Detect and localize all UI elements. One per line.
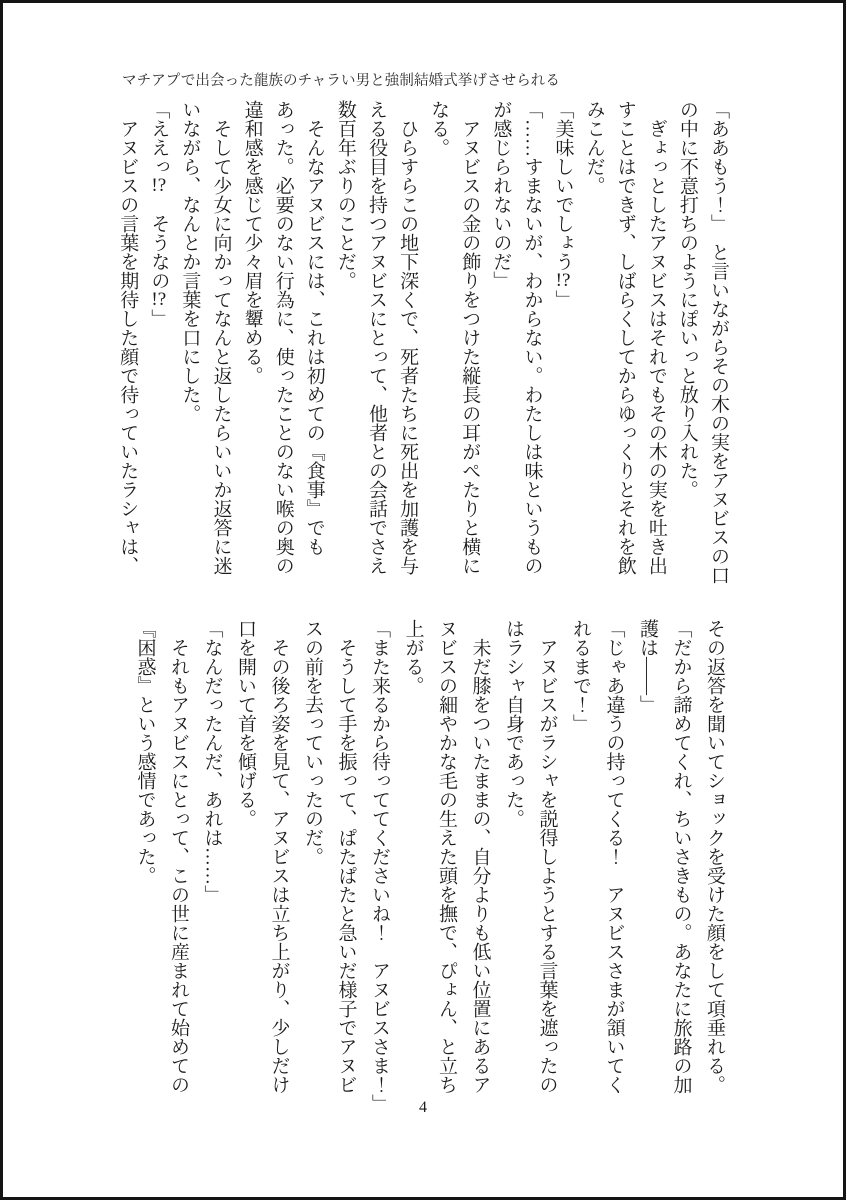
text-line: 口を開いて首を傾げる。	[235, 619, 256, 828]
text-line: いながら、なんとか言葉を口にした。	[179, 100, 201, 423]
text-line: ひらすらこの地下深くで、死者たちに死出を加護を与	[397, 100, 419, 575]
text-line: アヌビスの金の飾りをつけた縦長の耳がぺたりと横に	[459, 100, 481, 575]
text-line: スの前を去っていったのだ。	[302, 619, 323, 866]
text-line: 数百年ぶりのことだ。	[334, 100, 356, 290]
text-line: なる。	[428, 100, 450, 157]
text-line: 「……すまないが、わからない。わたしは味というもの	[521, 100, 543, 575]
text-line: ぎょっとしたアヌビスはそれでもその木の実を吐き出	[645, 100, 667, 575]
text-line: 「なんだったんだ、あれは……」	[201, 619, 223, 904]
text-line: その返答を聞いてショックを受けた顔をして項垂れる。	[704, 619, 725, 1094]
tate-chu-yoko: !?	[151, 176, 167, 195]
text-line: アヌビスの言葉を期待した顔で待っていたラシャは、	[117, 100, 139, 575]
text-line: 「ああもう！」 と言いながらその木の実をアヌビスの口	[708, 100, 729, 585]
text-line: ヌビスの細やかな毛の生えた頭を撫で、ぴょん、と立ち	[436, 619, 457, 1094]
text-line: すことはできず、しばらくしてからゆっくりとそれを飲	[614, 100, 636, 575]
text-line: あった。必要のない行為に、使ったことのない喉の奥の	[272, 100, 294, 575]
text-line: 「だから諦めてくれ、ちいさきもの。あなたに旅路の加	[670, 619, 692, 1094]
text-line: 護は――」	[637, 619, 658, 714]
text-line: アヌビスがラシャを説得しようとする言葉を遮ったの	[536, 619, 558, 1094]
text-line: 上がる。	[402, 619, 424, 695]
text-line: 「ええっ!? そうなの!?」	[148, 100, 170, 328]
text-line: そんなアヌビスには、これは初めての『食事』でも	[303, 100, 325, 556]
running-header-title: マチアプで出会った龍族のチャラい男と強制結婚式挙げさせられる	[122, 73, 560, 89]
text-line: れるまで！」	[570, 619, 591, 733]
text-line: 未だ膝をついたままの、自分よりも低い位置にあるア	[469, 619, 491, 1094]
text-line: みこんだ。	[583, 100, 605, 195]
text-block-top	[112, 100, 734, 606]
text-line: 「また来るから待っててくださいね！ アヌビスさま！」	[369, 619, 390, 1113]
text-line: その後ろ姿を見て、アヌビスは立ち上がり、少しだけ	[268, 619, 290, 1094]
text-line: 違和感を感じて少々眉を顰める。	[241, 100, 263, 385]
text-line: 『困惑』という感情であった。	[134, 619, 156, 885]
text-line: そして少女に向かってなんと返したらいいか返答に迷	[210, 100, 232, 575]
text-line: 「美味しいでしょう!?」	[552, 100, 574, 309]
tate-chu-yoko: !?	[151, 290, 167, 309]
text-block-bottom	[127, 619, 731, 1125]
text-line: そうして手を振って、ぱたぱたと急いだ様子でアヌビ	[335, 619, 357, 1094]
page-number: 4	[419, 1099, 427, 1116]
text-line: が感じられないのだ」	[490, 100, 512, 290]
text-line: それもアヌビスにとって、この世に産まれて始めての	[168, 619, 189, 1094]
text-line: 「じゃあ違うの持ってくる！ アヌビスさまが頷いてく	[603, 619, 625, 1094]
text-line: の中に不意打ちのようにぽいっと放り入れた。	[676, 100, 698, 499]
tate-chu-yoko: !?	[555, 271, 571, 290]
text-line: える役目を持つアヌビスにとって、他者との会話でさえ	[365, 100, 387, 575]
text-line: はラシャ自身であった。	[503, 619, 524, 828]
